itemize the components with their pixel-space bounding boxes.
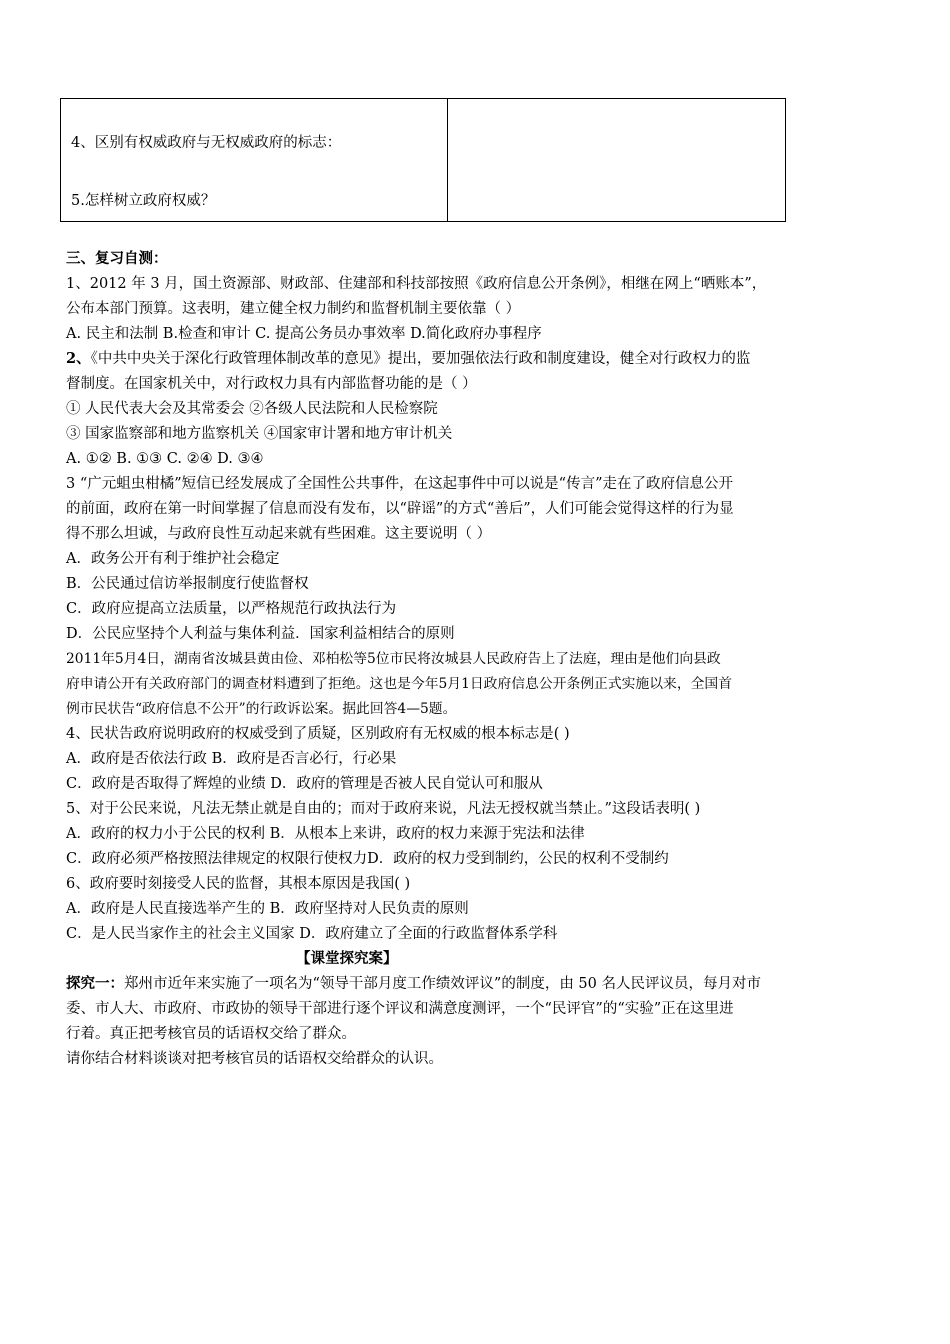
explore-line-1	[66, 973, 761, 995]
q3-line-3: 得不那么坦诚，与政府良性互动起来就有些困难。这主要说明（ ）	[66, 526, 492, 542]
q5-options-cd: C．政府必须严格按照法律规定的权限行使权力D．政府的权力受到制约，公民的权利不受制约	[66, 851, 669, 867]
q3-option-b: B．公民通过信访举报制度行使监督权	[66, 576, 309, 592]
q3-line-2: 的前面，政府在第一时间掌握了信息而没有发布，以“辟谣”的方式“善后”，人们可能会觉得这样的行为显	[66, 501, 734, 517]
q1-line-2: 公布本部门预算。这表明，建立健全权力制约和监督机制主要依靠（ ）	[66, 301, 521, 317]
explore-line-3: 行着。真正把考核官员的话语权交给了群众。	[66, 1026, 356, 1042]
q2-options: A. ①② B. ①③ C. ②④ D. ③④	[66, 451, 264, 467]
q2-number: 2、	[66, 350, 91, 367]
q3-option-a: A．政务公开有利于维护社会稳定	[66, 551, 280, 567]
q2-items-3-4: ③ 国家监察部和地方监察机关 ④国家审计署和地方审计机关	[66, 426, 453, 442]
explore-title: 【课堂探究案】	[296, 951, 398, 967]
material-line-2: 府申请公开有关政府部门的调查材料遭到了拒绝。这也是今年5月1日政府信息公开条例正式实施以来，全国首	[66, 676, 733, 692]
explore-text-1: 郑州市近年来实施了一项名为“领导干部月度工作绩效评议”的制度，由 50 名人民评议员，每月对市	[124, 976, 761, 992]
q4-options-ab: A．政府是否依法行政 B．政府是否言必行，行必果	[66, 751, 397, 767]
q1-line-1: 1、2012 年 3 月，国土资源部、财政部、住建部和科技部按照《政府信息公开条例》，相继在网上“晒账本”，	[66, 276, 767, 292]
q4-options-cd: C．政府是否取得了辉煌的业绩 D．政府的管理是否被人民自觉认可和服从	[66, 776, 543, 792]
q3-option-c: C．政府应提高立法质量，以严格规范行政执法行为	[66, 601, 397, 617]
section-title: 三、复习自测：	[66, 251, 168, 267]
material-line-3: 例市民状告“政府信息不公开”的行政诉讼案。据此回答4—5题。	[66, 701, 457, 717]
explore-label: 探究一：	[66, 976, 124, 992]
q2-line-2: 督制度。在国家机关中，对行政权力具有内部监督功能的是（ ）	[66, 376, 477, 392]
q3-option-d: D．公民应坚持个人利益与集体利益．国家利益相结合的原则	[66, 626, 455, 642]
q2-line-1	[66, 348, 750, 370]
q5-options-ab: A．政府的权力小于公民的权利 B．从根本上来讲，政府的权力来源于宪法和法律	[66, 826, 585, 842]
q3-line-1: 3 “广元蛆虫柑橘”短信已经发展成了全国性公共事件，在这起事件中可以说是“传言”走在了政府信息公开	[66, 476, 733, 492]
q2-items-1-2: ① 人民代表大会及其常委会 ②各级人民法院和人民检察院	[66, 401, 438, 417]
table-question-4: 4、区别有权威政府与无权威政府的标志：	[71, 135, 342, 151]
material-line-1: 2011年5月4日，湖南省汝城县黄由俭、邓柏松等5位市民将汝城县人民政府告上了法庭，理由是他们向县政	[66, 651, 721, 667]
q1-options: A. 民主和法制 B.检查和审计 C. 提高公务员办事效率 D.简化政府办事程序	[66, 326, 542, 342]
explore-task: 请你结合材料谈谈对把考核官员的话语权交给群众的认识。	[66, 1051, 443, 1067]
q5-stem: 5、对于公民来说，凡法无禁止就是自由的；而对于政府来说，凡法无授权就当禁止。”这段话表明( )	[66, 801, 701, 817]
table-divider	[447, 99, 448, 221]
q6-options-ab: A．政府是人民直接选举产生的 B．政府坚持对人民负责的原则	[66, 901, 469, 917]
table-question-5: 5.怎样树立政府权威？	[71, 193, 216, 209]
q2-text: 《中共中央关于深化行政管理体制改革的意见》提出，要加强依法行政和制度建设，健全对行政权力的监	[90, 351, 751, 367]
q6-stem: 6、政府要时刻接受人民的监督，其根本原因是我国( )	[66, 876, 411, 892]
explore-line-2: 委、市人大、市政府、市政协的领导干部进行逐个评议和满意度测评，一个“民评官”的“实验”正在这里进	[66, 1001, 734, 1017]
summary-table	[60, 98, 786, 222]
q4-stem: 4、民状告政府说明政府的权威受到了质疑，区别政府有无权威的根本标志是( )	[66, 726, 570, 742]
q6-options-cd: C．是人民当家作主的社会主义国家 D．政府建立了全面的行政监督体系学科	[66, 926, 558, 942]
